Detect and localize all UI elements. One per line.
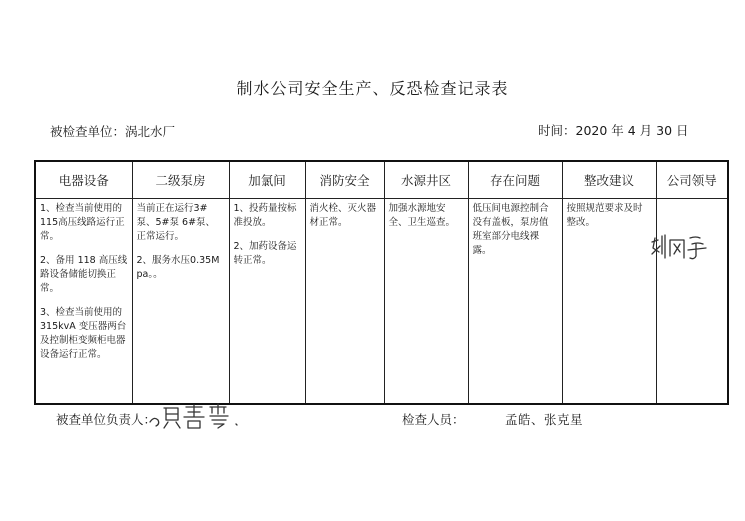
electrical-item-3: 3、检查当前使用的 315kvA 变压器两台及控制柜变频柜电器设备运行正常。 xyxy=(40,307,127,360)
chlorination-item-2: 2、加药设备运转正常。 xyxy=(233,241,297,266)
chlorination-item-1: 1、投药量按标准投放。 xyxy=(233,203,297,228)
inspected-unit: 被检查单位：涡北水厂 xyxy=(50,124,176,139)
fire-safety-item-1: 消火栓、灭火器材正常。 xyxy=(309,203,377,228)
pump-room-item-1: 当前正在运行3#泵、5#泵 6#泵、正常运行。 xyxy=(136,203,216,242)
responsible-signature xyxy=(148,402,248,430)
inspector-names: 孟皓、张克星 xyxy=(505,412,584,427)
table-header-row xyxy=(35,161,728,199)
document-title: 制水公司安全生产、反恐检查记录表 xyxy=(236,79,509,98)
electrical-item-2: 2、备用 118 高压线路设备储能切换正常。 xyxy=(40,255,128,294)
header-issues: 存在问题 xyxy=(468,161,562,199)
cell-electrical xyxy=(35,199,132,405)
table-row xyxy=(35,199,728,405)
cell-chlorination xyxy=(229,199,305,405)
cell-pump-room xyxy=(132,199,229,405)
inspector-label: 检查人员： xyxy=(402,412,465,427)
pump-room-item-2: 2、服务水压0.35Mpa。。 xyxy=(136,255,220,280)
inspection-date: 时间：2020 年 4 月 30 日 xyxy=(538,123,689,138)
leader-signature xyxy=(648,232,710,266)
cell-leader xyxy=(656,199,728,405)
cell-water-source xyxy=(384,199,468,405)
responsible-label: 被查单位负责人： xyxy=(56,412,157,427)
header-water-source: 水源井区 xyxy=(384,161,468,199)
suggestions-item-1: 按照规范要求及时整改。 xyxy=(566,203,643,228)
header-fire-safety: 消防安全 xyxy=(305,161,384,199)
issues-item-1: 低压间电源控制合没有盖板，泵房值班室部分电线裸露。 xyxy=(472,203,549,256)
inspection-record-table xyxy=(34,160,729,405)
cell-issues xyxy=(468,199,562,405)
header-electrical: 电器设备 xyxy=(35,161,132,199)
header-suggestions: 整改建议 xyxy=(562,161,656,199)
electrical-item-1: 1、检查当前使用的115高压线路运行正常。 xyxy=(40,203,125,242)
header-pump-room: 二级泵房 xyxy=(132,161,229,199)
cell-fire-safety xyxy=(305,199,384,405)
header-leader: 公司领导 xyxy=(656,161,728,199)
cell-suggestions xyxy=(562,199,656,405)
water-source-item-1: 加强水源地安全、卫生巡查。 xyxy=(388,203,456,228)
header-chlorination: 加氯间 xyxy=(229,161,305,199)
